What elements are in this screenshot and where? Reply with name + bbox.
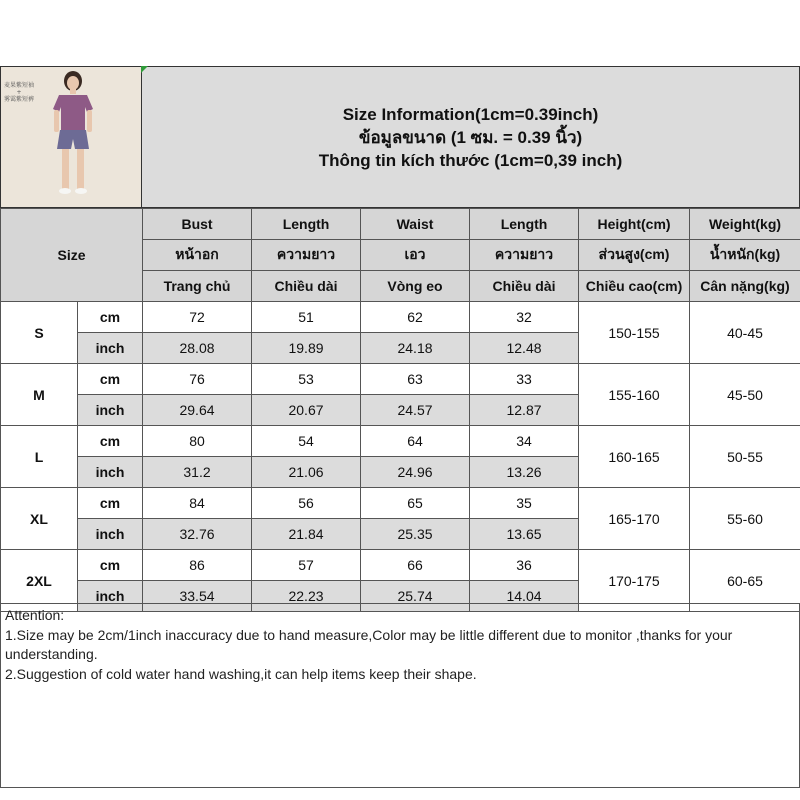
measure-cell: 80	[143, 426, 252, 457]
table-row	[1, 364, 800, 395]
size-label: L	[1, 426, 78, 488]
measure-cell: 21.84	[252, 519, 361, 550]
measure-cell: 25.35	[361, 519, 470, 550]
measure-cell: 24.57	[361, 395, 470, 426]
measure-cell: 14.04	[470, 581, 579, 612]
measure-cell: 33	[470, 364, 579, 395]
size-header: Size	[1, 209, 143, 302]
height-range: 165-170	[579, 488, 690, 550]
table-row	[1, 426, 800, 457]
measure-cell: 76	[143, 364, 252, 395]
height-range: 150-155	[579, 302, 690, 364]
header-height-vi: Chiều cao(cm)	[579, 271, 690, 302]
header-bust: Bust	[143, 209, 252, 240]
attention-heading: Attention:	[5, 607, 65, 623]
measure-cell: 65	[361, 488, 470, 519]
height-range: 170-175	[579, 550, 690, 612]
header-length-vi: Chiều dài	[252, 271, 361, 302]
header-height: Height(cm)	[579, 209, 690, 240]
unit-label: inch	[78, 333, 143, 364]
measure-cell: 28.08	[143, 333, 252, 364]
model-image	[1, 67, 141, 207]
unit-label: cm	[78, 364, 143, 395]
measure-cell: 86	[143, 550, 252, 581]
header-length-thai: ความยาว	[470, 240, 579, 271]
size-label: S	[1, 302, 78, 364]
caption-line-1: 麦果紫短袖	[3, 82, 35, 89]
header-length: Length	[252, 209, 361, 240]
header-length-vi: Chiều dài	[470, 271, 579, 302]
measure-cell: 63	[361, 364, 470, 395]
unit-label: cm	[78, 426, 143, 457]
measure-cell: 57	[252, 550, 361, 581]
measure-cell: 12.48	[470, 333, 579, 364]
header-waist: Waist	[361, 209, 470, 240]
unit-label: cm	[78, 302, 143, 333]
caption-line-3: 雾霭紫短裤	[3, 96, 35, 103]
header-length-thai: ความยาว	[252, 240, 361, 271]
measure-cell: 64	[361, 426, 470, 457]
unit-label: cm	[78, 550, 143, 581]
header-weight-vi: Cân nặng(kg)	[690, 271, 800, 302]
measure-cell: 53	[252, 364, 361, 395]
title-thai: ข้อมูลขนาด (1 ซม. = 0.39 นิ้ว)	[358, 127, 583, 147]
measure-cell: 24.18	[361, 333, 470, 364]
header-row-english	[1, 209, 800, 240]
title-english: Size Information(1cm=0.39inch)	[342, 104, 599, 124]
measure-cell: 51	[252, 302, 361, 333]
measure-cell: 21.06	[252, 457, 361, 488]
unit-label: inch	[78, 581, 143, 612]
measure-cell: 84	[143, 488, 252, 519]
unit-label: inch	[78, 395, 143, 426]
measure-cell: 19.89	[252, 333, 361, 364]
caption-line-2: +	[16, 89, 22, 96]
weight-range: 45-50	[690, 364, 800, 426]
product-thumbnail	[0, 66, 142, 208]
header-weight-thai: น้ำหนัก(kg)	[690, 240, 800, 271]
title-block	[142, 66, 800, 208]
corner-marker	[141, 66, 148, 73]
measure-cell: 32.76	[143, 519, 252, 550]
header-weight: Weight(kg)	[690, 209, 800, 240]
size-table	[0, 208, 800, 612]
measure-cell: 12.87	[470, 395, 579, 426]
measure-cell: 33.54	[143, 581, 252, 612]
measure-cell: 35	[470, 488, 579, 519]
measure-cell: 56	[252, 488, 361, 519]
weight-range: 55-60	[690, 488, 800, 550]
measure-cell: 13.65	[470, 519, 579, 550]
header-waist-vi: Vòng eo	[361, 271, 470, 302]
height-range: 160-165	[579, 426, 690, 488]
header-length: Length	[470, 209, 579, 240]
attention-note-1: 1.Size may be 2cm/1inch inaccuracy due to hand measure,Color may be little different due to monitor ,thanks for your understanding.	[5, 626, 733, 662]
measure-cell: 20.67	[252, 395, 361, 426]
header-bust-vi: Trang chủ	[143, 271, 252, 302]
header-height-thai: ส่วนสูง(cm)	[579, 240, 690, 271]
size-label: M	[1, 364, 78, 426]
measure-cell: 24.96	[361, 457, 470, 488]
attention-notes	[0, 603, 800, 788]
measure-cell: 36	[470, 550, 579, 581]
measure-cell: 29.64	[143, 395, 252, 426]
measure-cell: 22.23	[252, 581, 361, 612]
unit-label: inch	[78, 519, 143, 550]
table-row	[1, 302, 800, 333]
size-label: XL	[1, 488, 78, 550]
table-row	[1, 488, 800, 519]
measure-cell: 66	[361, 550, 470, 581]
unit-label: inch	[78, 457, 143, 488]
measure-cell: 72	[143, 302, 252, 333]
weight-range: 40-45	[690, 302, 800, 364]
measure-cell: 13.26	[470, 457, 579, 488]
weight-range: 60-65	[690, 550, 800, 612]
weight-range: 50-55	[690, 426, 800, 488]
measure-cell: 31.2	[143, 457, 252, 488]
header-bust-thai: หน้าอก	[143, 240, 252, 271]
title-vietnamese: Thông tin kích thước (1cm=0,39 inch)	[318, 150, 623, 170]
measure-cell: 54	[252, 426, 361, 457]
measure-cell: 34	[470, 426, 579, 457]
attention-note-2: 2.Suggestion of cold water hand washing,it can help items keep their shape.	[5, 665, 477, 682]
header-waist-thai: เอว	[361, 240, 470, 271]
size-label: 2XL	[1, 550, 78, 612]
measure-cell: 25.74	[361, 581, 470, 612]
table-row	[1, 550, 800, 581]
measure-cell: 32	[470, 302, 579, 333]
measure-cell: 62	[361, 302, 470, 333]
height-range: 155-160	[579, 364, 690, 426]
unit-label: cm	[78, 488, 143, 519]
size-chart-sheet	[0, 66, 800, 788]
